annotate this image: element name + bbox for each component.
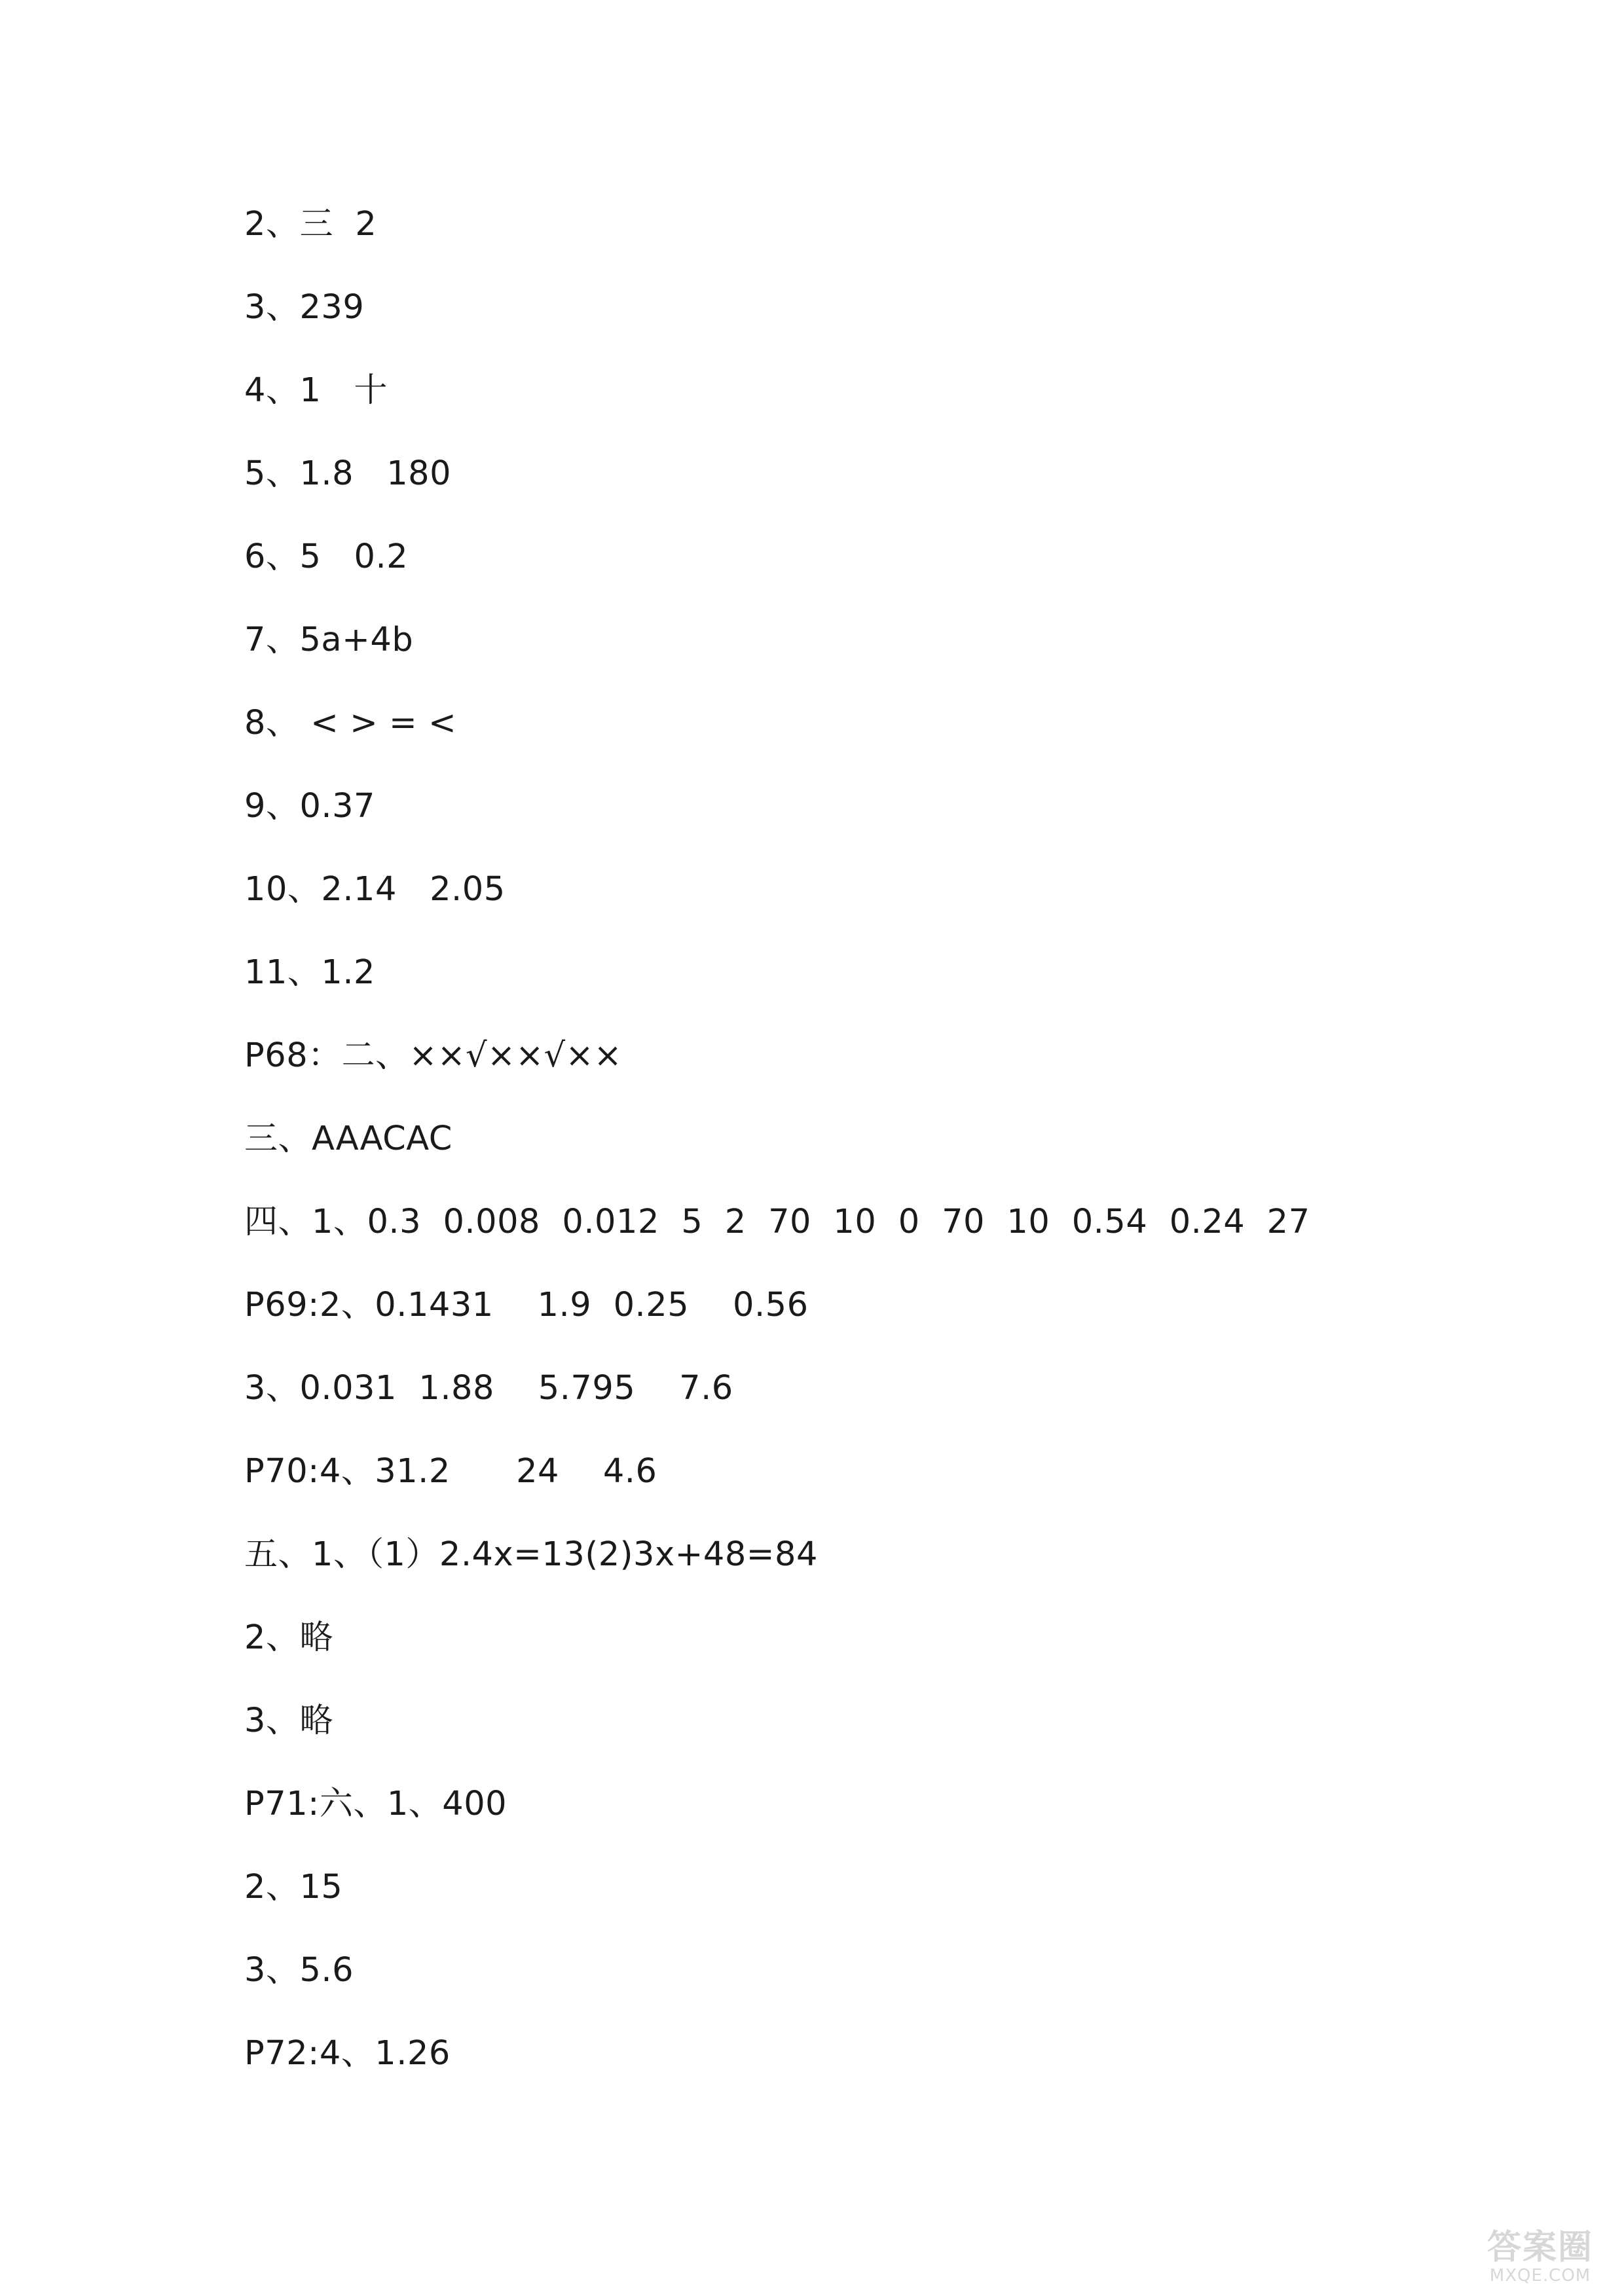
answer-line: 8、 < > = < [244,704,457,742]
watermark-title: 答案圈 [1486,2228,1593,2267]
answer-line: P70:4、31.2 24 4.6 [244,1452,657,1491]
answer-line: 3、5.6 [244,1951,354,1990]
answer-line: P69:2、0.1431 1.9 0.25 0.56 [244,1286,809,1324]
answer-line: 7、5a+4b [244,621,414,659]
answer-line: 3、0.031 1.88 5.795 7.6 [244,1369,733,1408]
answer-line: 11、1.2 [244,953,376,992]
answer-line: 10、2.14 2.05 [244,870,506,909]
answer-line: 9、0.37 [244,787,376,826]
answer-line: P71:六、1、400 [244,1785,507,1823]
answer-line: 3、239 [244,288,365,327]
answer-line: 5、1.8 180 [244,454,452,493]
answer-line: 三、AAACAC [244,1120,452,1158]
answer-line: 2、三 2 [244,205,377,244]
answer-line: 五、1、（1）2.4x=13(2)3x+48=84 [244,1535,818,1574]
answer-list [244,200,1310,2112]
watermark-url: MXQE.COM [1489,2266,1591,2286]
answer-line: P68：二、××√××√×× [244,1036,623,1075]
answer-line: 2、略 [244,1618,333,1657]
answer-line: 2、15 [244,1868,343,1906]
answer-line: 3、略 [244,1702,333,1740]
watermark-logo [1468,2229,1612,2289]
answer-line: 四、1、0.3 0.008 0.012 5 2 70 10 0 70 10 0.54 0.24 27 [244,1203,1310,1241]
answer-line: 6、5 0.2 [244,538,409,576]
answer-line: P72:4、1.26 [244,2034,451,2073]
answer-line: 4、1 十 [244,371,388,410]
